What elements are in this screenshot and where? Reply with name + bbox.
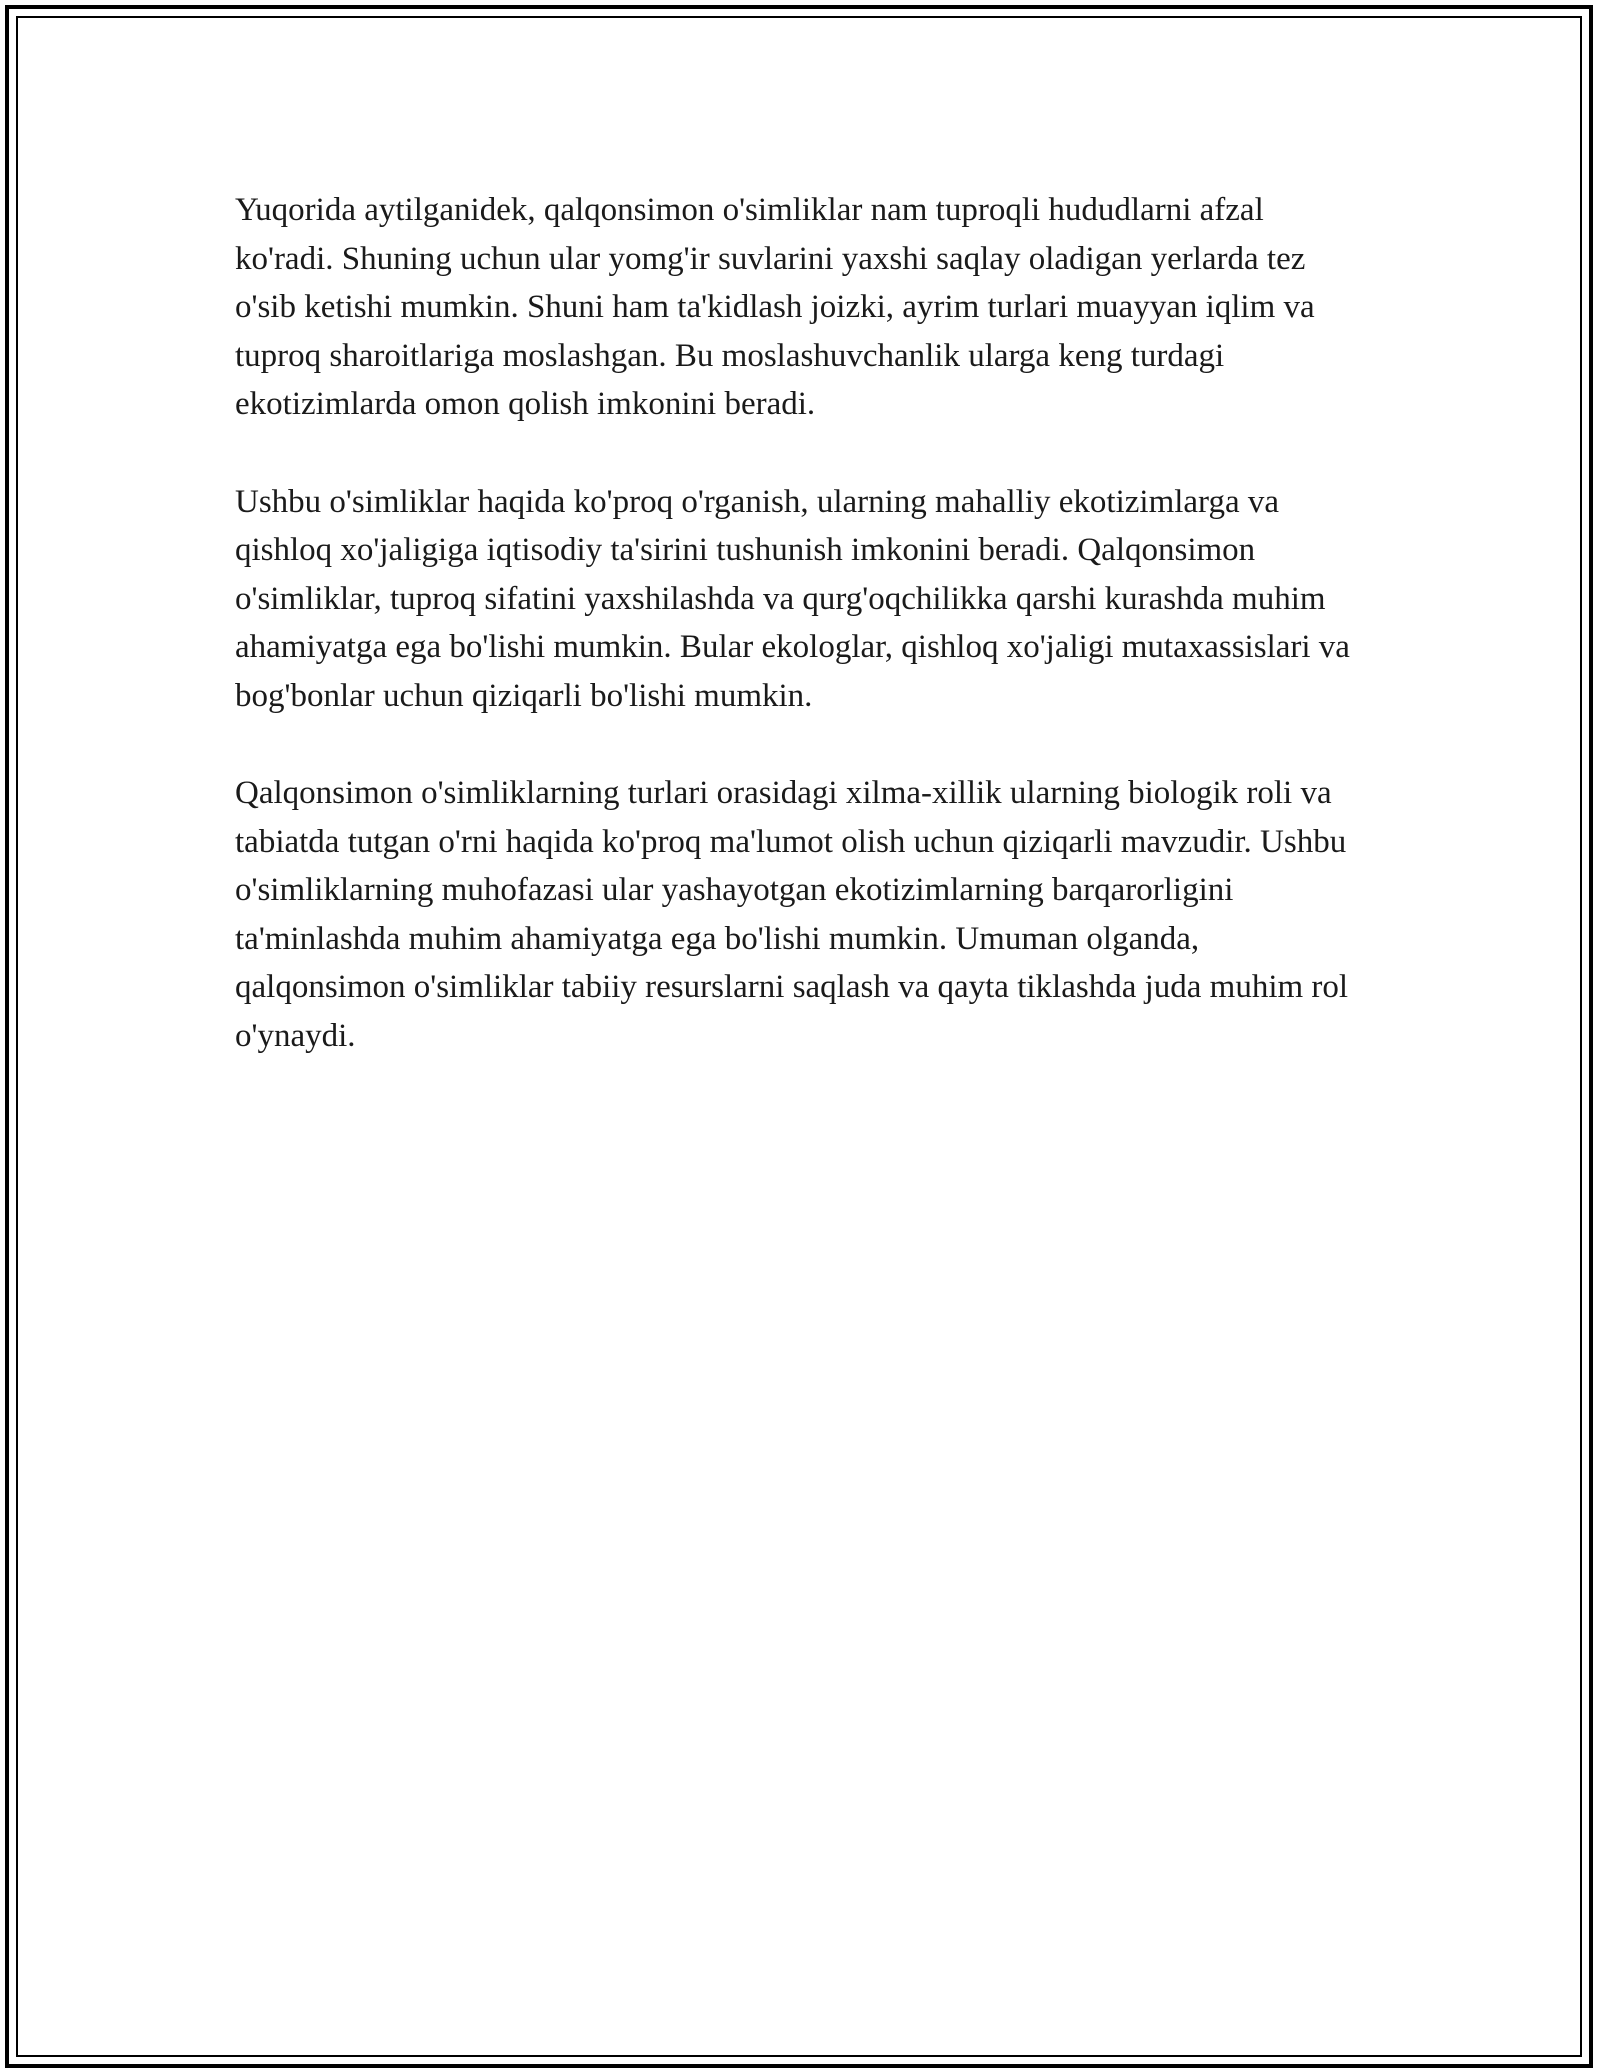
- paragraph-2: Ushbu o'simliklar haqida ko'proq o'rganish, ularning mahalliy ekotizimlarga va qishloq xo'jaligiga iqtisodiy ta'sirini tushunish imkonini beradi. Qalqonsimon o'simliklar, tuproq sifatini yaxshilashda va qurg'oqchilikka qarshi kurashda muhim ahamiyatga ega bo'lishi mumkin. Bular ekologlar, qishloq xo'jaligi mutaxassislari va bog'bonlar uchun qiziqarli bo'lishi mumkin.: [235, 483, 1350, 714]
- paragraph-1: Yuqorida aytilganidek, qalqonsimon o'simliklar nam tuproqli hududlarni afzal ko'radi. Shuning uchun ular yomg'ir suvlarini yaxshi saqlay oladigan yerlarda tez o'sib ketishi mumkin. Shuni ham ta'kidlash joizki, ayrim turlari muayyan iqlim va tuproq sharoitlariga moslashgan. Bu moslashuvchanlik ularga keng turdagi ekotizimlarda omon qolish imkonini beradi.: [235, 192, 1315, 422]
- paragraph-3: Qalqonsimon o'simliklarning turlari orasidagi xilma-xillik ularning biologik roli va tabiatda tutgan o'rni haqida ko'proq ma'lumot olish uchun qiziqarli mavzudir. Ushbu o'simliklarning muhofazasi ular yashayotgan ekotizimlarning barqarorligini ta'minlashda muhim ahamiyatga ega bo'lishi mumkin. Umuman olganda, qalqonsimon o'simliklar tabiiy resurslarni saqlash va qayta tiklashda juda muhim rol o'ynaydi.: [235, 775, 1349, 1054]
- document-body: [235, 186, 1365, 1109]
